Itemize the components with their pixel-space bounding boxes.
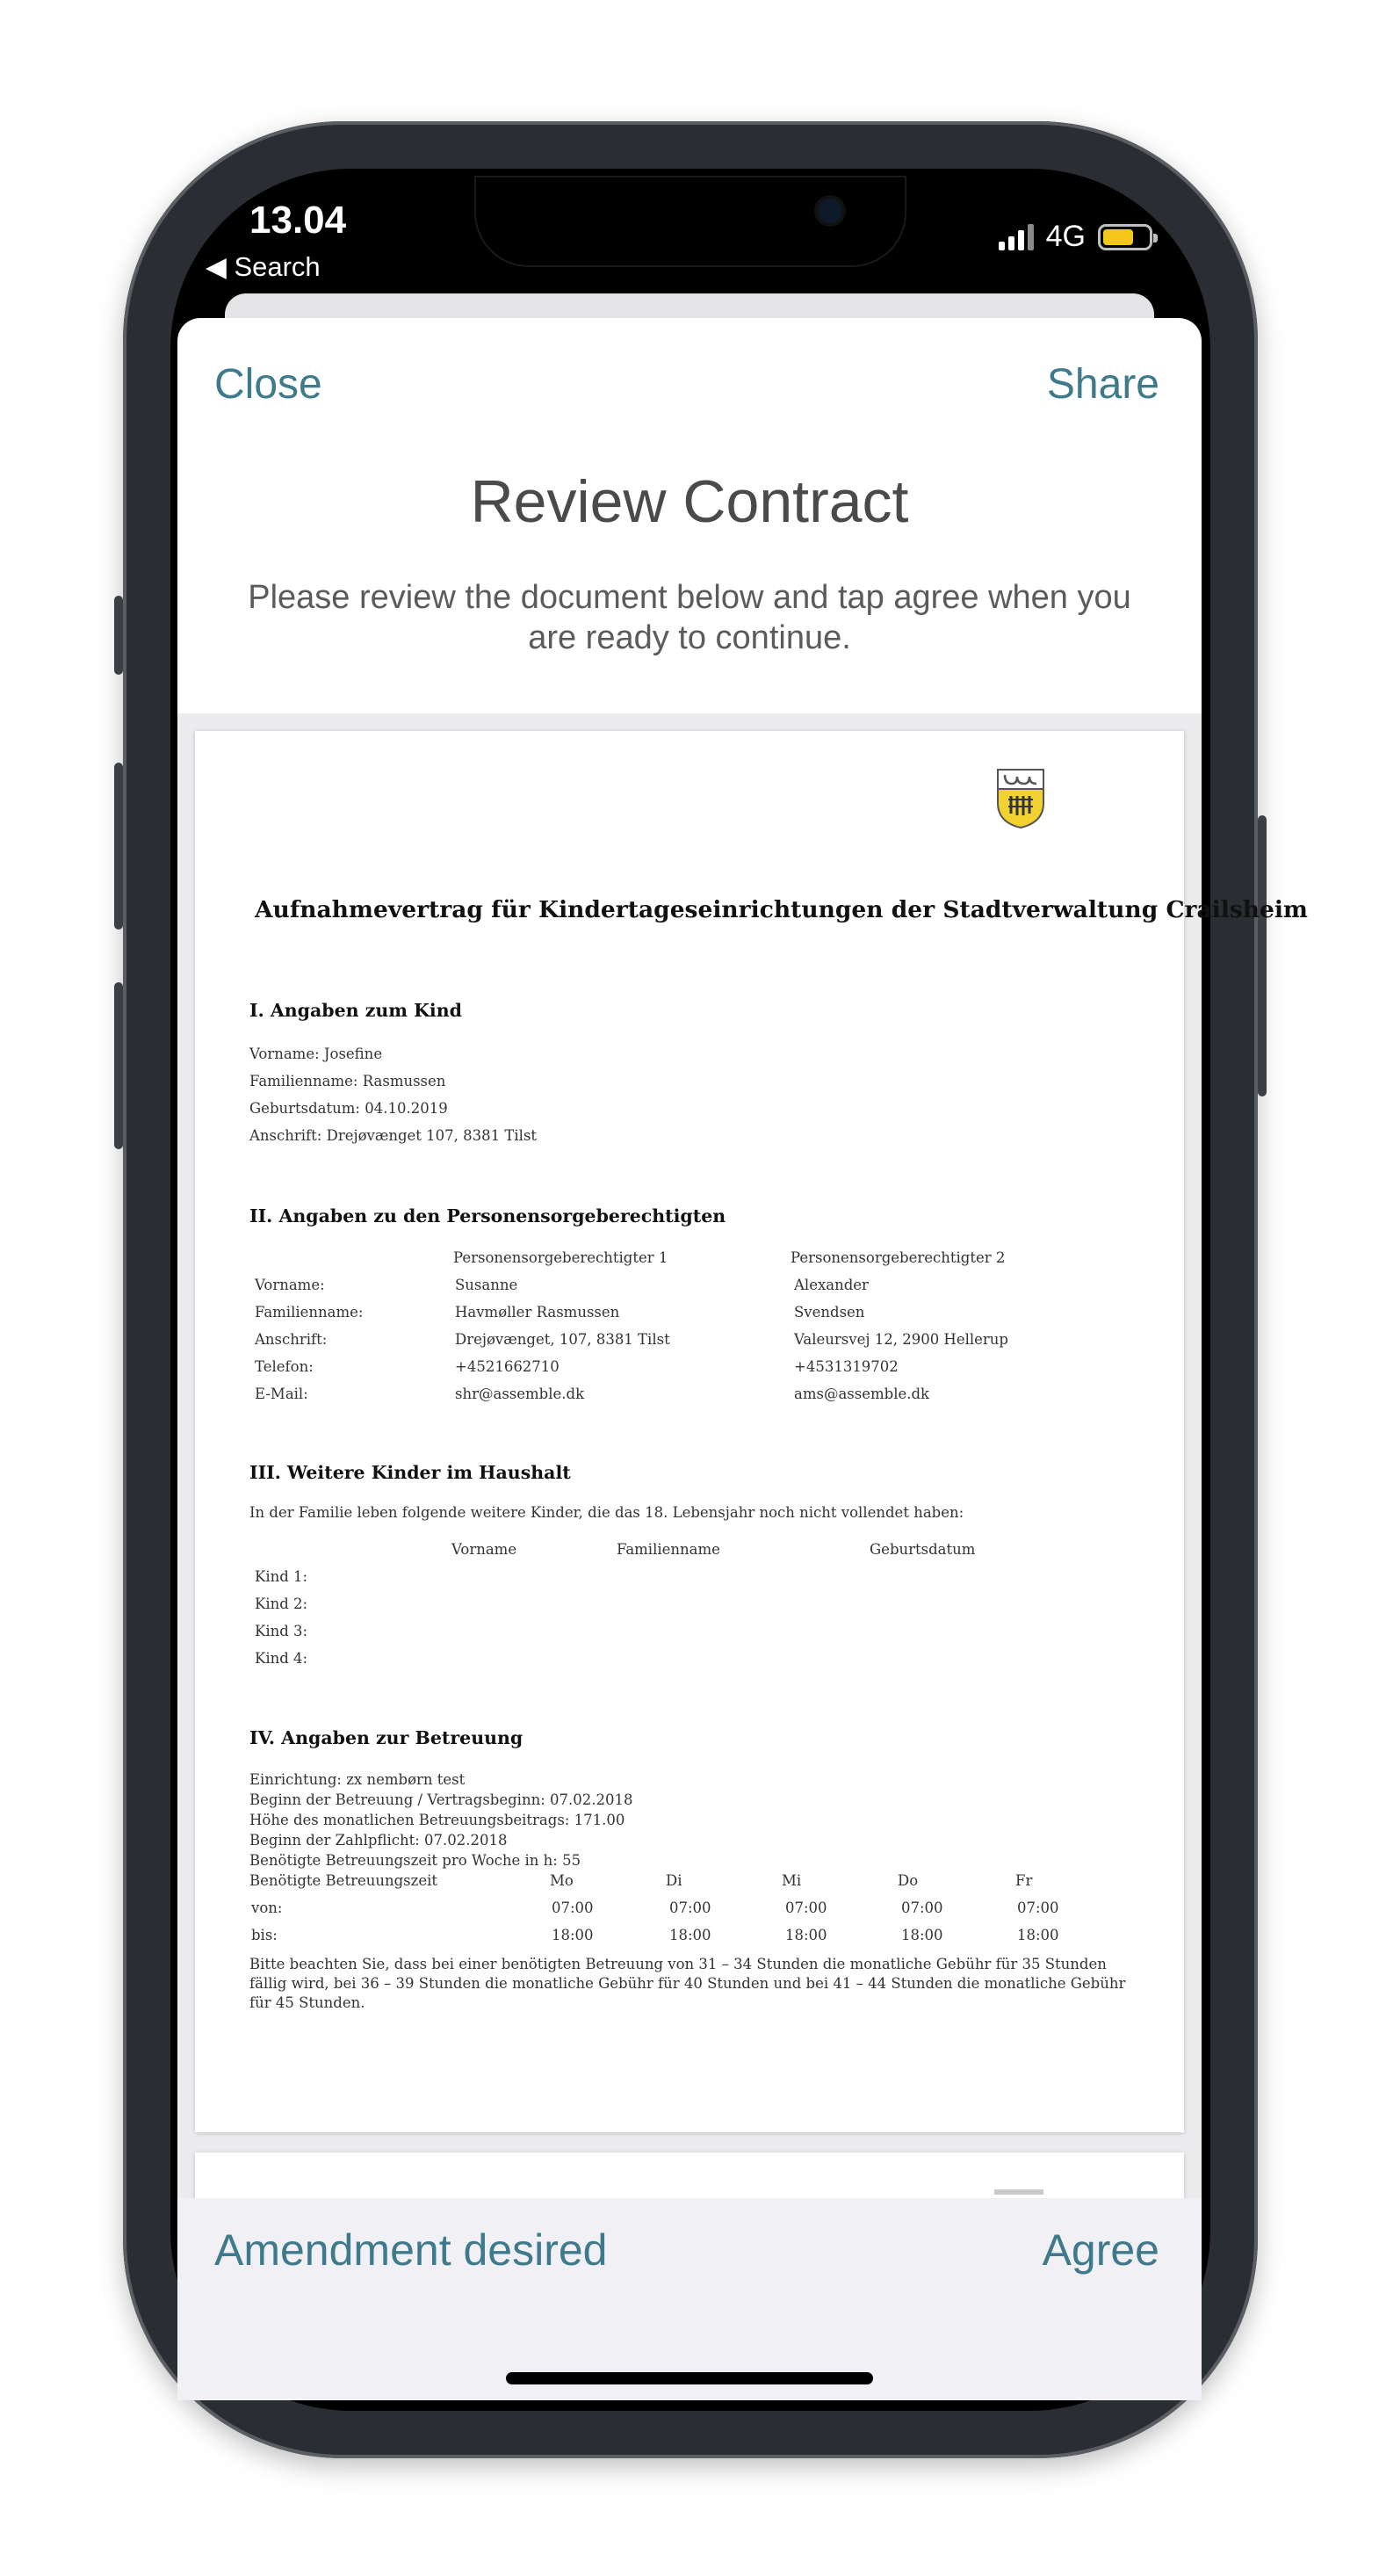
guardian-1-value: Drejøvænget, 107, 8381 Tilst <box>455 1331 670 1348</box>
guardian-1-value: shr@assemble.dk <box>455 1386 585 1402</box>
kid-row-label: Kind 4: <box>255 1650 308 1667</box>
care-detail-line: Einrichtung: zx nembørn test <box>249 1771 466 1788</box>
schedule-von-time: 07:00 <box>901 1899 943 1916</box>
care-detail-line: Benötigte Betreuungszeit pro Woche in h: 55 <box>249 1852 581 1869</box>
status-indicators <box>999 220 1152 254</box>
child-birthdate: Geburtsdatum: 04.10.2019 <box>249 1100 448 1117</box>
kids-column-header: Vorname <box>451 1541 517 1558</box>
section-4-heading: IV. Angaben zur Betreuung <box>249 1727 523 1748</box>
guardian-2-value: Valeursvej 12, 2900 Hellerup <box>794 1331 1008 1348</box>
dynamic-island <box>476 177 905 265</box>
section-2-heading: II. Angaben zu den Personensorgeberechtigten <box>249 1205 726 1226</box>
guardian-2-value: Svendsen <box>794 1304 865 1321</box>
document-title: Aufnahmevertrag für Kindertageseinrichtungen der Stadtverwaltung Crailsheim <box>255 896 1308 923</box>
care-detail-line: Beginn der Betreuung / Vertragsbeginn: 07.02.2018 <box>249 1791 633 1808</box>
kids-column-header: Familienname <box>617 1541 720 1558</box>
contract-page-1 <box>195 731 1308 2132</box>
schedule-von-time: 07:00 <box>552 1899 594 1916</box>
back-to-search-link[interactable]: ◀ Search <box>206 251 321 282</box>
kid-row-label: Kind 1: <box>255 1568 308 1585</box>
guardian-1-value: +4521662710 <box>455 1358 560 1375</box>
schedule-von-label: von: <box>251 1899 283 1916</box>
guardian-2-value: Alexander <box>794 1277 869 1293</box>
child-address: Anschrift: Drejøvænget 107, 8381 Tilst <box>249 1127 538 1144</box>
document-viewer[interactable] <box>177 713 1308 2198</box>
power-button <box>1258 815 1267 1096</box>
guardian-row-label: Anschrift: <box>255 1331 328 1348</box>
schedule-bis-time: 18:00 <box>669 1927 711 1943</box>
schedule-bis-time: 18:00 <box>785 1927 827 1943</box>
kid-row-label: Kind 2: <box>255 1596 308 1612</box>
guardian-2-value: ams@assemble.dk <box>794 1386 930 1402</box>
schedule-bis-label: bis: <box>251 1927 278 1943</box>
care-detail-line: Beginn der Zahlpflicht: 07.02.2018 <box>249 1832 508 1849</box>
kids-column-header: Geburtsdatum <box>870 1541 976 1558</box>
close-button[interactable]: Close <box>214 361 322 408</box>
guardian-1-value: Havmøller Rasmussen <box>455 1304 620 1321</box>
schedule-von-time: 07:00 <box>1017 1899 1059 1916</box>
schedule-day: Di <box>666 1872 682 1889</box>
sheet-title: Review Contract <box>470 468 909 535</box>
schedule-day: Do <box>898 1872 919 1889</box>
guardian-row-label: E-Mail: <box>255 1386 308 1402</box>
section-1-heading: I. Angaben zum Kind <box>249 1000 462 1021</box>
fee-note: Bitte beachten Sie, dass bei einer benötigten Betreuung von 31 – 34 Stunden die monatliche Gebühr für 35 Stunden fällig wird, bei 36 – 39 Stunden die monatliche Gebühr für 40 Stunden und bei 41 – 44 Stunden die monatliche Gebühr für 45 Stunden. <box>249 1956 1126 2011</box>
action-bar <box>177 2198 1202 2400</box>
schedule-day: Mi <box>782 1872 802 1889</box>
battery-icon <box>1098 224 1152 250</box>
amendment-desired-button[interactable]: Amendment desired <box>214 2225 608 2275</box>
signal-icon <box>999 224 1034 250</box>
share-button[interactable]: Share <box>1046 361 1159 408</box>
agree-button[interactable]: Agree <box>1042 2225 1159 2275</box>
guardian-2-header: Personensorgeberechtigter 2 <box>791 1249 1006 1266</box>
guardian-1-header: Personensorgeberechtigter 1 <box>453 1249 668 1266</box>
child-first-name: Vorname: Josefine <box>249 1046 383 1062</box>
guardian-row-label: Familienname: <box>255 1304 364 1321</box>
schedule-day: Fr <box>1015 1872 1033 1889</box>
child-last-name: Familienname: Rasmussen <box>249 1073 446 1089</box>
home-indicator[interactable] <box>506 2372 873 2384</box>
guardian-row-label: Telefon: <box>255 1358 314 1375</box>
city-crest-icon <box>996 768 1045 829</box>
schedule-von-time: 07:00 <box>785 1899 827 1916</box>
volume-down-button <box>114 982 123 1149</box>
care-detail-line: Höhe des monatlichen Betreuungsbeitrags: 171.00 <box>249 1812 625 1828</box>
page-2-crest-icon <box>994 2189 1043 2195</box>
schedule-von-time: 07:00 <box>669 1899 711 1916</box>
schedule-label: Benötigte Betreuungszeit <box>249 1872 438 1889</box>
section-3-intro: In der Familie leben folgende weitere Kinder, die das 18. Lebensjahr noch nicht vollendet haben: <box>249 1504 964 1521</box>
schedule-day: Mo <box>550 1872 574 1889</box>
network-type: 4G <box>1045 220 1086 253</box>
guardian-1-value: Susanne <box>455 1277 518 1293</box>
phone-screen <box>177 177 1308 2400</box>
kid-row-label: Kind 3: <box>255 1623 308 1639</box>
status-time: 13.04 <box>249 199 347 242</box>
review-contract-sheet <box>177 318 1308 2400</box>
action-button <box>114 596 123 675</box>
schedule-bis-time: 18:00 <box>901 1927 943 1943</box>
front-camera-icon <box>818 199 842 223</box>
section-3-heading: III. Weitere Kinder im Haushalt <box>249 1462 571 1483</box>
schedule-bis-time: 18:00 <box>552 1927 594 1943</box>
sheet-instructions: Please review the document below and tap agree when you are ready to continue. <box>248 579 1131 656</box>
guardian-2-value: +4531319702 <box>794 1358 899 1375</box>
schedule-bis-time: 18:00 <box>1017 1927 1059 1943</box>
volume-up-button <box>114 763 123 930</box>
guardian-row-label: Vorname: <box>255 1277 325 1293</box>
